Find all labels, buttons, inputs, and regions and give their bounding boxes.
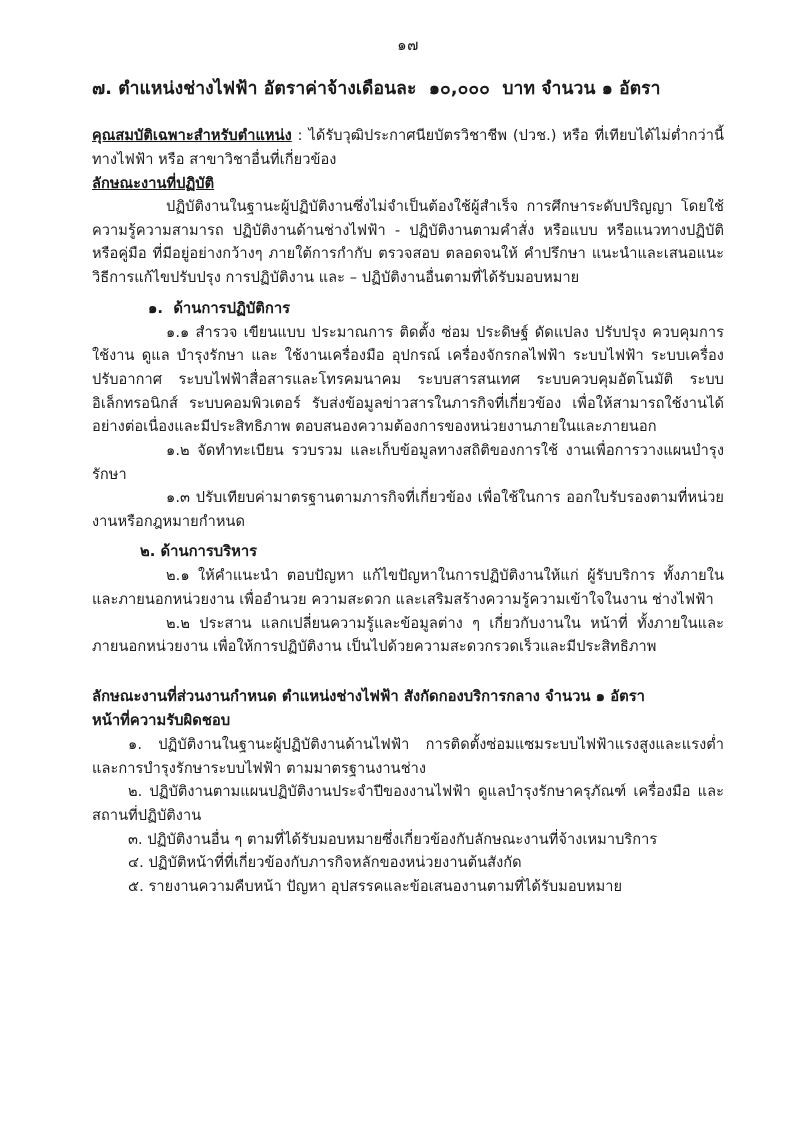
job-nature-heading-line: [92, 172, 724, 196]
qualifications-heading: คุณสมบัติเฉพาะสำหรับตำแหน่ง: [92, 127, 292, 145]
spacer: [92, 290, 724, 297]
assigned-work-item-3: ๓. ปฏิบัติงานอื่น ๆ ตามที่ได้รับมอบหมายซึ่งเกี่ยวข้องกับลักษณะงานที่จ้างเหมาบริการ: [128, 830, 658, 848]
page-number: ๑๗: [397, 36, 419, 54]
spacer: [92, 659, 724, 685]
assigned-work-heading-1: ลักษณะงานที่ส่วนงานกำหนด ตำแหน่งช่างไฟฟ้า สังกัดกองบริการกลาง จำนวน ๑ อัตรา: [92, 688, 645, 705]
assigned-work-item-5: ๕. รายงานความคืบหน้า ปัญหา อุปสรรคและข้อเสนองานตามที่ได้รับมอบหมาย: [128, 877, 623, 895]
section-2-label: ด้านการบริหาร: [160, 543, 258, 561]
assigned-work-item-2: ๒. ปฏิบัติงานตามแผนปฏิบัติงานประจำปีของงานไฟฟ้า ดูแลบำรุงรักษาครุภัณฑ์ เครื่องมือ และสถานที่ปฏิบัติงาน: [92, 783, 724, 824]
qualifications-paragraph: [92, 124, 724, 171]
spacer: [92, 533, 724, 540]
job-nature-intro: ปฏิบัติงานในฐานะผู้ปฏิบัติงานซึ่งไม่จำเป็นต้องใช้ผู้สำเร็จ การศึกษาระดับปริญญา โดยใช้ความรู้ความสามารถ ปฏิบัติงานด้านช่างไฟฟ้า - ปฏิบัติงานตามคำสั่ง หรือแบบ หรือแนวทางปฏิบัติ หรือคู่มือ ที่มีอยู่อย่างกว้างๆ ภายใต้การกำกับ ตรวจสอบ ตลอดจนให้ คำปรึกษา แนะนำและเสนอแนะวิธีการแก้ไขปรับปรุง การปฏิบัติงาน และ – ปฏิบัติงานอื่นตามที่ได้รับมอบหมาย: [92, 198, 724, 287]
section-1-label: ด้านการปฏิบัติการ: [173, 299, 291, 317]
section-1-heading: [92, 297, 724, 321]
page-title: ๗. ตำแหน่งช่างไฟฟ้า อัตราค่าจ้างเดือนละ ๑๐,๐๐๐ บาท จำนวน ๑ อัตรา: [92, 79, 661, 99]
section-2-number: ๒.: [140, 543, 156, 561]
section-2-item-1: ๒.๑ ให้คำแนะนำ ตอบปัญหา แก้ไขปัญหาในการปฏิบัติงานให้แก่ ผู้รับบริการ ทั้งภายในและภายนอกหน่วยงาน เพื่ออำนวย ความสะดวก และเสริมสร้างความรู้ความเข้าใจในงาน ช่างไฟฟ้า: [92, 567, 724, 609]
section-1-number: ๑.: [148, 299, 164, 317]
assigned-work-item-4: ๔. ปฏิบัติหน้าที่ที่เกี่ยวข้องกับภารกิจหลักของหน่วยงานต้นสังกัด: [128, 854, 522, 872]
section-1-item-3: ๑.๓ ปรับเทียบค่ามาตรฐานตามภารกิจที่เกี่ยวข้อง เพื่อใช้ในการ ออกใบรับรองตามที่หน่วยงานหรือกฎหมายกำหนด: [92, 489, 724, 530]
section-1-item-1: ๑.๑ สำรวจ เขียนแบบ ประมาณการ ติดตั้ง ซ่อม ประดิษฐ์ ดัดแปลง ปรับปรุง ควบคุมการใช้งาน ดูแล บำรุงรักษา และ ใช้งานเครื่องมือ อุปกรณ์ เครื่องจักรกลไฟฟ้า ระบบไฟฟ้า ระบบเครื่องปรับอากาศ ระบบไฟฟ้าสื่อสารและโทรคมนาคม ระบบสารสนเทศ ระบบควบคุมอัตโนมัติ ระบบอิเล็กทรอนิกส์ ระบบคอมพิวเตอร์ รับส่งข้อมูลข่าวสารในภารกิจที่เกี่ยวข้อง เพื่อให้สามารถใช้งานได้อย่างต่อเนื่องและมีประสิทธิภาพ ตอบสนองความต้องการของหน่วยงานภายในและภายนอก: [92, 323, 724, 436]
section-2-heading: [92, 540, 724, 564]
job-nature-heading: ลักษณะงานที่ปฏิบัติ: [92, 174, 215, 192]
qualifications-body: ได้รับวุฒิประกาศนียบัตรวิชาชีพ (ปวช.) หรือ ที่เทียบได้ไม่ต่ำกว่านี้ ทางไฟฟ้า หรือ สาขาวิชาอื่นที่เกี่ยวข้อง: [92, 127, 724, 168]
assigned-work-item-1: ๑. ปฏิบัติงานในฐานะผู้ปฏิบัติงานด้านไฟฟ้า การติดตั้งซ่อมแซมระบบไฟฟ้าแรงสูงและแรงต่ำและการบำรุงรักษาระบบไฟฟ้า ตามมาตรฐานงานช่าง: [92, 735, 724, 777]
qualifications-separator: :: [291, 127, 309, 145]
section-1-item-2: ๑.๒ จัดทำทะเบียน รวบรวม และเก็บข้อมูลทางสถิติของการใช้ งานเพื่อการวางแผนบำรุงรักษา: [92, 441, 724, 483]
assigned-work-heading-2: หน้าที่ความรับผิดชอบ: [92, 711, 231, 729]
section-2-item-2: ๒.๒ ประสาน แลกเปลี่ยนความรู้และข้อมูลต่าง ๆ เกี่ยวกับงานใน หน้าที่ ทั้งภายในและภายนอกหน่วยงาน เพื่อให้การปฏิบัติงาน เป็นไปด้วยความสะดวกรวดเร็วและมีประสิทธิภาพ: [92, 614, 724, 656]
